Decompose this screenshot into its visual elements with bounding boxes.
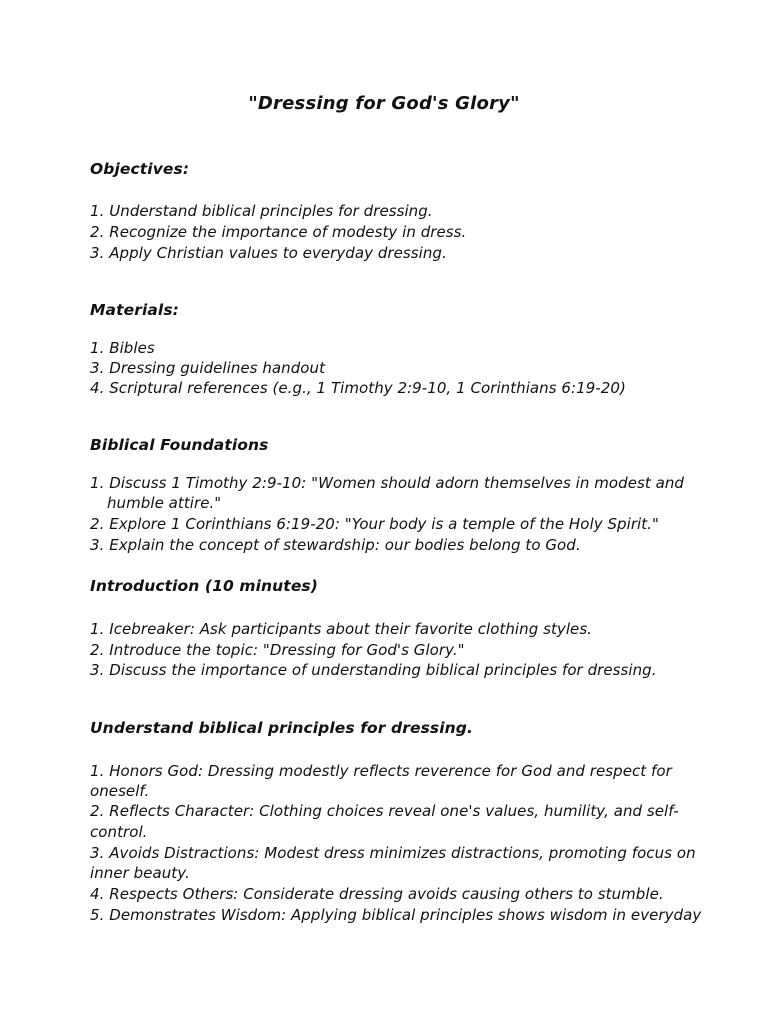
introduction-heading: Introduction (10 minutes)	[90, 577, 318, 595]
principles-heading: Understand biblical principles for dressing.	[90, 719, 473, 737]
objectives-heading: Objectives:	[90, 160, 190, 178]
principle-item: 3. Avoids Distractions: Modest dress minimizes distractions, promoting focus on	[90, 844, 696, 862]
principle-item: 4. Respects Others: Considerate dressing avoids causing others to stumble.	[90, 885, 664, 903]
document-title: "Dressing for God's Glory"	[248, 93, 520, 114]
principle-item-continuation: oneself.	[90, 782, 150, 800]
objective-item: 2. Recognize the importance of modesty in dress.	[90, 223, 467, 241]
foundation-item: 2. Explore 1 Corinthians 6:19-20: "Your body is a temple of the Holy Spirit."	[90, 515, 659, 533]
foundations-heading: Biblical Foundations	[90, 436, 269, 454]
principle-item: 5. Demonstrates Wisdom: Applying biblical principles shows wisdom in everyday	[90, 906, 702, 924]
objective-item: 3. Apply Christian values to everyday dressing.	[90, 244, 447, 262]
principle-item: 1. Honors God: Dressing modestly reflects reverence for God and respect for	[90, 762, 672, 780]
introduction-item: 2. Introduce the topic: "Dressing for God's Glory."	[90, 641, 465, 659]
objective-item: 1. Understand biblical principles for dressing.	[90, 202, 433, 220]
principle-item-continuation: inner beauty.	[90, 864, 190, 882]
foundation-item-continuation: humble attire."	[107, 494, 222, 512]
material-item: 1. Bibles	[90, 339, 155, 357]
introduction-item: 1. Icebreaker: Ask participants about their favorite clothing styles.	[90, 620, 593, 638]
foundation-item: 3. Explain the concept of stewardship: our bodies belong to God.	[90, 536, 581, 554]
foundation-item: 1. Discuss 1 Timothy 2:9-10: "Women should adorn themselves in modest and	[90, 474, 684, 492]
principle-item: 2. Reflects Character: Clothing choices reveal one's values, humility, and self-	[90, 802, 679, 820]
materials-heading: Materials:	[90, 301, 179, 319]
material-item: 4. Scriptural references (e.g., 1 Timothy 2:9-10, 1 Corinthians 6:19-20)	[90, 379, 626, 397]
material-item: 3. Dressing guidelines handout	[90, 359, 326, 377]
introduction-item: 3. Discuss the importance of understanding biblical principles for dressing.	[90, 661, 657, 679]
principle-item-continuation: control.	[90, 823, 148, 841]
